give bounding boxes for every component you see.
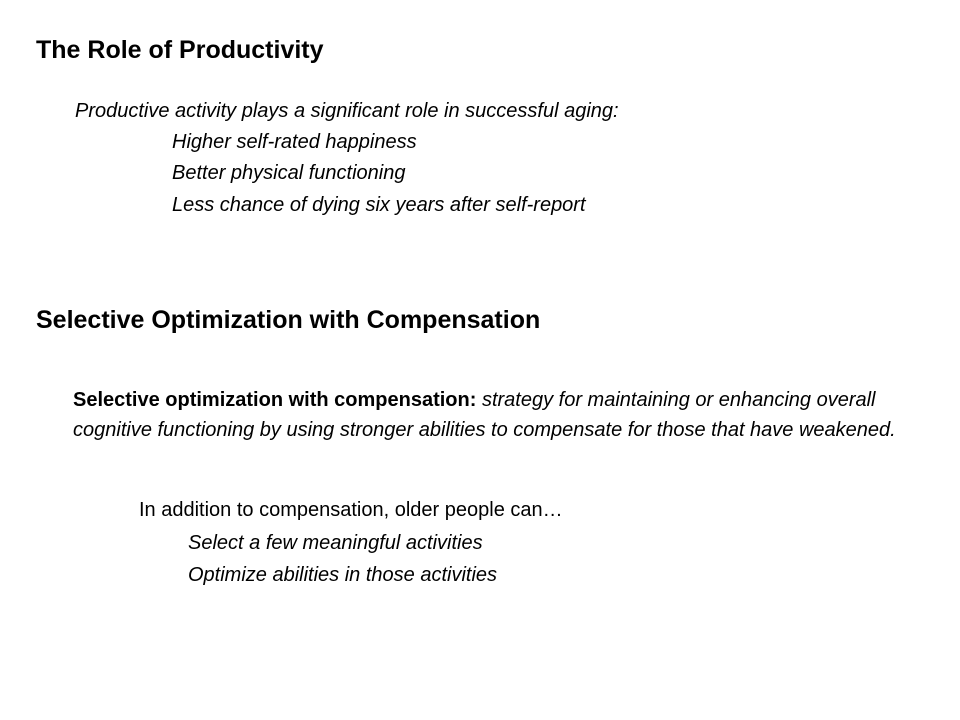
list-item: Better physical functioning: [172, 162, 406, 184]
list-item: Select a few meaningful activities: [188, 532, 483, 554]
productivity-intro-text: Productive activity plays a significant role in successful aging:: [75, 100, 619, 122]
addition-text: In addition to compensation, older people can…: [139, 499, 563, 521]
soc-definition: [73, 385, 943, 445]
list-item: Less chance of dying six years after self-report: [172, 194, 586, 216]
section-title-soc: Selective Optimization with Compensation: [36, 306, 541, 334]
definition-term: Selective optimization with compensation:: [73, 389, 477, 411]
section-title-productivity: The Role of Productivity: [36, 36, 324, 64]
definition-text: strategy for maintaining or enhancing overall cognitive functioning by using stronger abilities to compensate for those that have weakened.: [73, 389, 896, 441]
list-item: Higher self-rated happiness: [172, 131, 417, 153]
list-item: Optimize abilities in those activities: [188, 564, 498, 586]
